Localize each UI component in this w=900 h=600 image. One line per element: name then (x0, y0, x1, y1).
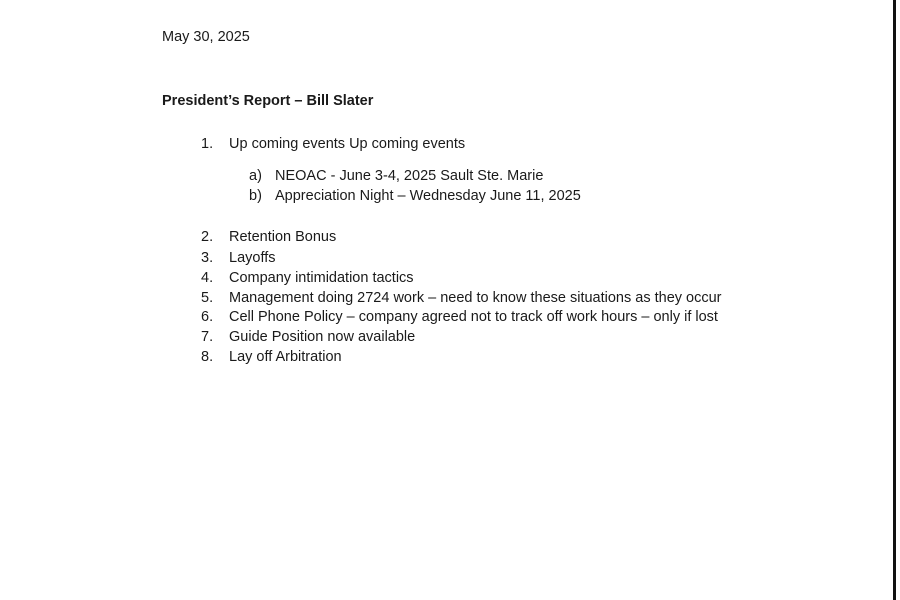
list-item-number: 5. (201, 290, 214, 306)
page-border (893, 0, 896, 600)
list-item-number: 2. (201, 229, 214, 245)
list-item-number: 8. (201, 349, 214, 365)
list-item-text: Retention Bonus (229, 229, 337, 245)
list-item-text: Layoffs (229, 250, 276, 266)
list-item-text: Cell Phone Policy – company agreed not to track off work hours – only if lost (229, 309, 718, 325)
list-item-number: 1. (201, 136, 214, 152)
list-item-number: 4. (201, 270, 214, 286)
list-item-number: 3. (201, 250, 214, 266)
document-date: May 30, 2025 (162, 29, 250, 45)
sub-list-item-text: NEOAC - June 3-4, 2025 Sault Ste. Marie (275, 168, 544, 184)
sub-list-item-letter: a) (249, 168, 262, 184)
list-item-text: Management doing 2724 work – need to know these situations as they occur (229, 290, 722, 306)
list-item-text: Company intimidation tactics (229, 270, 414, 286)
list-item-text: Lay off Arbitration (229, 349, 342, 365)
list-item-number: 6. (201, 309, 214, 325)
sub-list-item-text: Appreciation Night – Wednesday June 11, 2025 (275, 188, 581, 204)
section-heading: President’s Report – Bill Slater (162, 93, 374, 109)
list-item-text: Up coming events Up coming events (229, 136, 466, 152)
sub-list-item-letter: b) (249, 188, 262, 204)
list-item-number: 7. (201, 329, 214, 345)
list-item-text: Guide Position now available (229, 329, 416, 345)
